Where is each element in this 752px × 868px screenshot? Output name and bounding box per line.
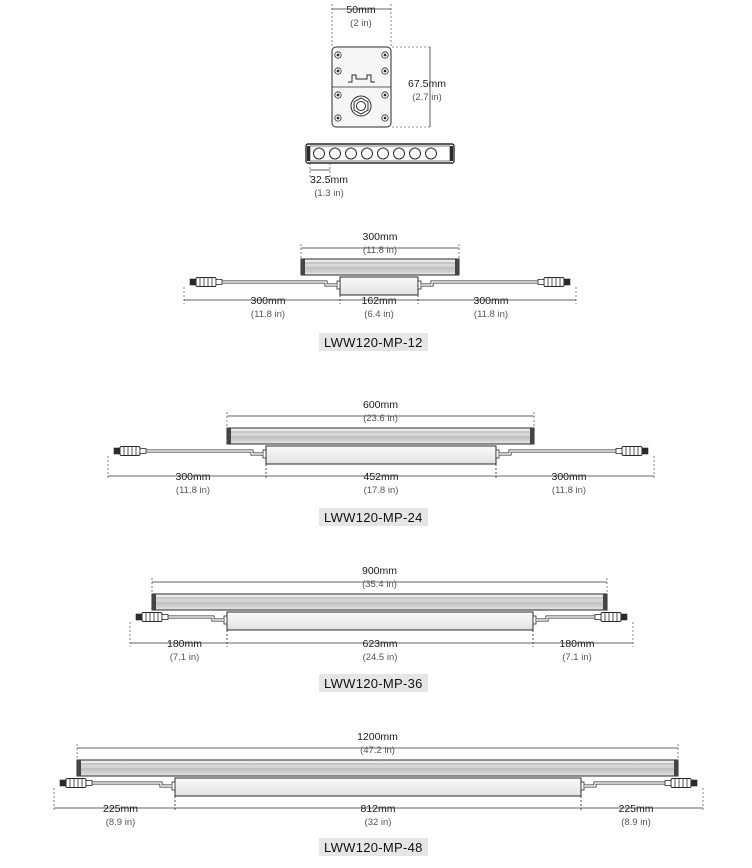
connector-right-4 — [665, 779, 697, 788]
cable-left-dim-2-metric: 300mm — [175, 471, 211, 483]
cable-right-dim-3 — [533, 622, 633, 663]
end-width-imperial: (2 in) — [350, 18, 372, 29]
cable-right-dim-3-imperial: (7.1 in) — [562, 652, 592, 663]
base-housing-3 — [224, 612, 536, 630]
fixture-length-dim-1-imperial: (11.8 in) — [362, 245, 398, 256]
cable-right-dim-2-metric: 300mm — [551, 471, 587, 483]
end-view — [306, 4, 454, 199]
fixture-length-dim-4 — [77, 731, 678, 760]
center-length-dim-3-metric: 623mm — [362, 638, 398, 650]
end-depth-metric: 32.5mm — [310, 174, 348, 186]
fixture-length-dim-3-imperial: (35.4 in) — [362, 579, 397, 590]
cable-left-dim-1-metric: 300mm — [250, 295, 286, 307]
model-label-24: LWW120-MP-24 — [319, 508, 428, 526]
center-length-dim-2 — [266, 464, 496, 496]
cable-left-dim-3 — [130, 622, 227, 663]
fixture-length-dim-4-imperial: (47.2 in) — [360, 745, 395, 756]
center-length-dim-4-imperial: (32 in) — [364, 817, 392, 828]
cable-right-dim-3-metric: 180mm — [559, 638, 595, 650]
light-bar-3 — [152, 594, 607, 610]
connector-right-3 — [595, 613, 627, 622]
cable-right-dim-4-metric: 225mm — [618, 803, 654, 815]
cable-left-dim-4-metric: 225mm — [102, 803, 139, 815]
end-depth-imperial: (1.3 in) — [314, 188, 344, 199]
base-housing-4 — [172, 778, 584, 796]
fixture-length-dim-2 — [227, 399, 534, 428]
base-housing-2 — [263, 446, 499, 464]
cable-right-dim-4 — [581, 788, 703, 828]
connector-left-4 — [60, 779, 92, 788]
fixture-length-dim-1-metric: 300mm — [362, 231, 398, 243]
cable-right-dim-1 — [418, 287, 576, 320]
center-length-dim-2-imperial: (17.8 in) — [363, 485, 399, 496]
cable-left-dim-3-metric: 180mm — [166, 638, 203, 650]
lens-front-view — [306, 144, 454, 163]
models-layer — [54, 231, 703, 828]
connector-right-1 — [538, 278, 570, 287]
fixture-model-1 — [184, 231, 576, 320]
connector-left-1 — [190, 278, 222, 287]
fixture-length-dim-4-metric: 1200mm — [357, 731, 398, 743]
fixture-model-3 — [130, 565, 633, 663]
fixture-length-dim-1 — [301, 231, 459, 259]
cable-right-dim-2 — [496, 456, 654, 496]
center-length-dim-4 — [175, 796, 581, 828]
fixture-length-dim-2-metric: 600mm — [362, 399, 399, 411]
cable-right-dim-2-imperial: (11.8 in) — [551, 485, 587, 496]
light-bar-4 — [77, 760, 678, 776]
light-bar-1 — [301, 259, 459, 275]
center-length-dim-3-imperial: (24.5 in) — [362, 652, 398, 663]
cable-right-dim-1-metric: 300mm — [473, 295, 509, 307]
fixture-length-dim-2-imperial: (23.6 in) — [363, 413, 398, 424]
center-length-dim-1-metric: 162mm — [361, 295, 397, 307]
end-height-metric: 67.5mm — [408, 78, 446, 90]
fixture-length-dim-3 — [152, 565, 607, 594]
center-length-dim-1 — [340, 295, 418, 320]
connector-left-2 — [114, 447, 146, 456]
model-label-36: LWW120-MP-36 — [319, 674, 428, 692]
cable-right-dim-1-imperial: (11.8 in) — [473, 309, 509, 320]
end-height-imperial: (2.7 in) — [412, 92, 442, 103]
model-label-12: LWW120-MP-12 — [319, 333, 428, 351]
center-length-dim-1-imperial: (6.4 in) — [364, 309, 394, 320]
center-length-dim-2-metric: 452mm — [363, 471, 399, 483]
connector-right-2 — [616, 447, 648, 456]
fixture-model-2 — [108, 399, 654, 496]
fixture-model-4 — [54, 731, 703, 828]
light-bar-2 — [227, 428, 534, 444]
cable-left-dim-1-imperial: (11.8 in) — [250, 309, 286, 320]
cable-left-dim-2 — [108, 456, 266, 496]
cable-left-dim-1 — [184, 287, 340, 320]
center-length-dim-3 — [227, 630, 533, 663]
mounting-plate — [332, 47, 391, 127]
cable-left-dim-4-imperial: (8.9 in) — [105, 817, 136, 828]
connector-left-3 — [136, 613, 168, 622]
fixture-length-dim-3-metric: 900mm — [361, 565, 398, 577]
cable-left-dim-4 — [54, 788, 175, 828]
model-label-48: LWW120-MP-48 — [319, 838, 428, 856]
cable-right-dim-4-imperial: (8.9 in) — [621, 817, 651, 828]
end-width-metric: 50mm — [346, 4, 376, 16]
center-length-dim-4-metric: 812mm — [360, 803, 396, 815]
base-housing-1 — [337, 277, 421, 295]
cable-left-dim-3-imperial: (7.1 in) — [169, 652, 200, 663]
cable-left-dim-2-imperial: (11.8 in) — [175, 485, 211, 496]
